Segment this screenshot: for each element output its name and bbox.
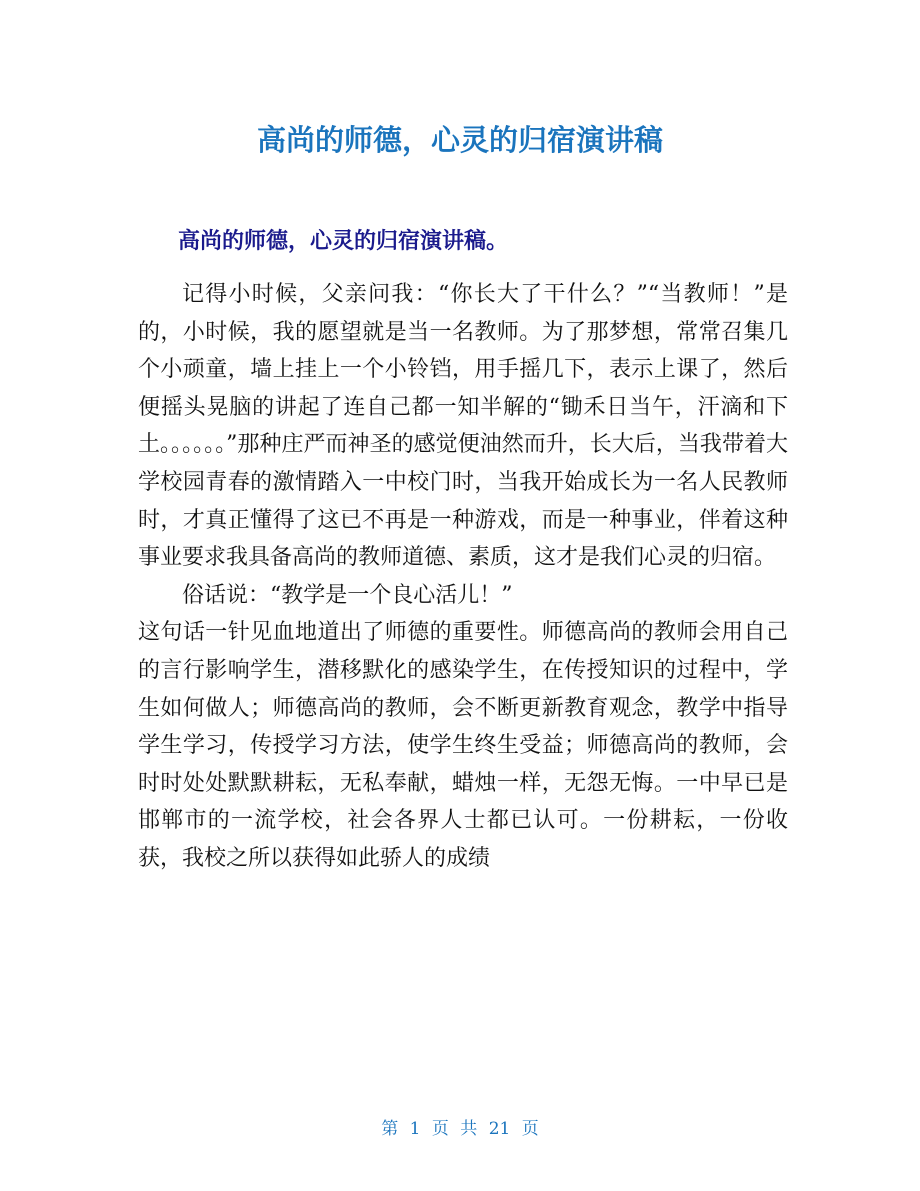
paragraph-3: 这句话一针见血地道出了师德的重要性。师德高尚的教师会用自己的言行影响学生，潜移默化的感染学生，在传授知识的过程中，学生如何做人；师德高尚的教师，会不断更新教育观念，教学中指导学生学习，传授学习方法，使学生终生受益；师德高尚的教师，会时时处处默默耕耘，无私奉献，蜡烛一样，无怨无悔。一中早已是邯郸市的一流学校，社会各界人士都已认可。一份耕耘，一份收获，我校之所以获得如此骄人的成绩 — [138, 620, 788, 871]
document-title: 高尚的师德，心灵的归宿演讲稿 — [256, 123, 663, 157]
paragraph-2: 俗话说：“教学是一个良心活儿！” — [182, 582, 513, 608]
paragraph-1: 记得小时候，父亲问我：“你长大了干什么？”“当教师！”是的，小时候，我的愿望就是当一名教师。为了那梦想，常常召集几个小顽童，墙上挂上一个小铃铛，用手摇几下，表示上课了，然后便摇头晃脑的讲起了连自己都一知半解的“锄禾日当午，汗滴和下土。。。。。。”那种庄严而神圣的感觉便油然而升，长大后，当我带着大学校园青春的激情踏入一中校门时，当我开始成长为一名人民教师时，才真正懂得了这已不再是一种游戏，而是一种事业，伴着这种事业要求我具备高尚的教师道德、素质，这才是我们心灵的归宿。 — [138, 282, 788, 571]
page-number-footer: 第 1 页 共 21 页 — [381, 1119, 539, 1139]
document-subtitle: 高尚的师德，心灵的归宿演讲稿。 — [178, 229, 509, 254]
document-body — [138, 276, 788, 878]
